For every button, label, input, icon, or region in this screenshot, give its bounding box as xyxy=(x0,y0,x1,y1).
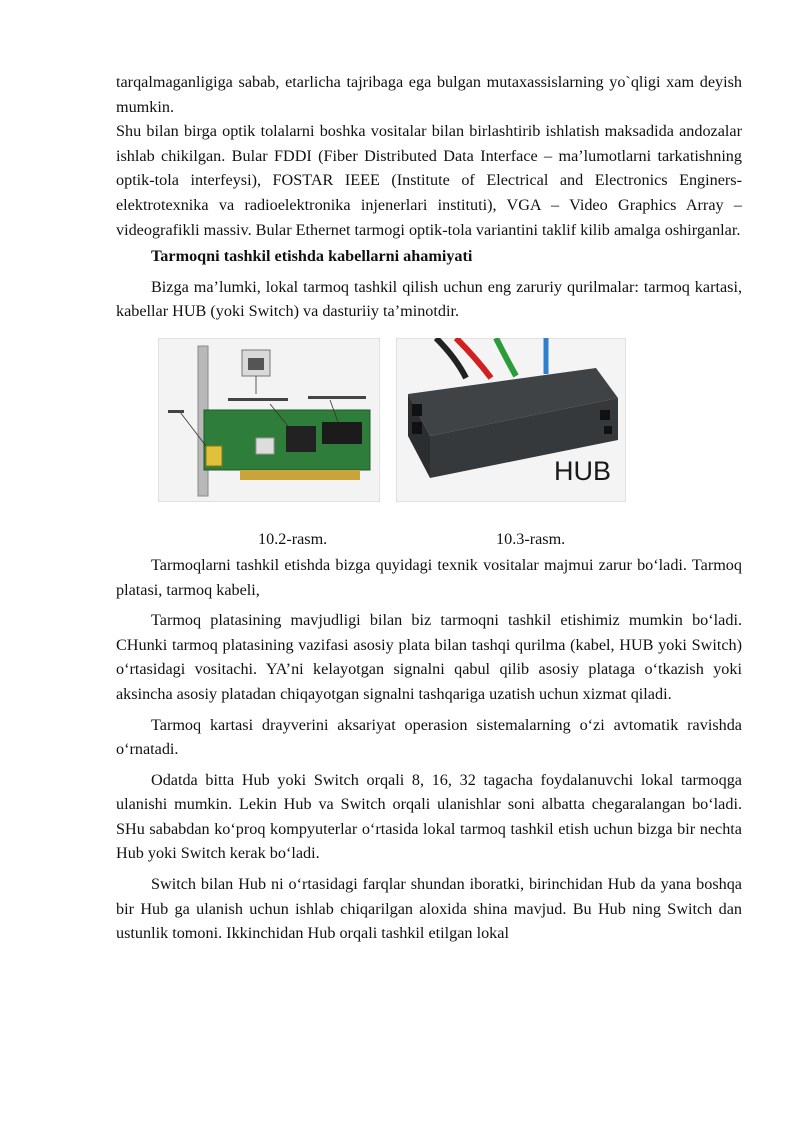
paragraph-tools: Tarmoqlarni tashkil etishda bizga quyidagi texnik vositalar majmui zarur bo‘ladi. Tarmoq platasi, tarmoq kabeli, xyxy=(116,555,742,599)
document-page xyxy=(116,70,742,946)
paragraph-hub-switch: Odatda bitta Hub yoki Switch orqali 8, 16, 32 tagacha foydalanuvchi lokal tarmoqga ulanishi mumkin. Lekin Hub va Switch orqali ulanishlar soni albatta chegaralangan bo‘ladi. SHu sababdan ko‘proq kompyuterlar o‘rtasida lokal tarmoq tashkil etish uchun bizga bir nechta Hub yoki Switch kerak bo‘ladi. xyxy=(116,770,742,863)
figures-row xyxy=(116,338,742,553)
paragraph-top-2: Shu bilan birga optik tolalarni boshka vositalar bilan birlashtirib ishlatish maksadida andozalar ishlab chikilgan. Bular FDDI (Fiber Distributed Data Interface – ma’lumotlarni tarkatishning optik-tola interfeysi), FOSTAR IEEE (Institute of Electrical and Electronics Enginers-elektrotexnika va radioelektronika injenerlari instituti), VGA – Video Graphics Array – videografikli massiv. Bular Ethernet tarmogi optik-tola variantini taklif kilib amalga oshirganlar. xyxy=(116,122,742,239)
hub-label: HUB xyxy=(554,455,612,486)
figure-caption-2: 10.3-rasm. xyxy=(496,529,566,548)
paragraph-network-card: Tarmoq platasining mavjudligi bilan biz tarmoqni tashkil etishimiz mumkin bo‘ladi. CHunki tarmoq platasining vazifasi asosiy plata bilan tashqi qurilma (kabel, HUB yoki Switch) o‘rtasidagi vositachi. YA’ni kelayotgan signalni qabul qilib asosiy plataga o‘tkazish yoki aksincha asosiy platadan chiqayotgan signalni tashqariga uzatish uchun xizmat qiladi. xyxy=(116,611,742,703)
paragraph-driver: Tarmoq kartasi drayverini aksariyat operasion sistemalarning o‘zi avtomatik ravishda o‘rnatadi. xyxy=(116,715,742,759)
figure-caption-1: 10.2-rasm. xyxy=(258,529,328,548)
paragraph-intro: Bizga ma’lumki, lokal tarmoq tashkil qilish uchun eng zaruriy qurilmalar: tarmoq kartasi, kabellar HUB (yoki Switch) va dasturiiy ta’minotdir. xyxy=(116,277,742,321)
network-card-image xyxy=(158,338,380,502)
paragraph-differences: Switch bilan Hub ni o‘rtasidagi farqlar shundan iboratki, birinchidan Hub da yana boshqa bir Hub ga ulanish uchun ishlab chiqarilgan aloxida shina mavjud. Bu Hub ning Switch dan ustunlik tomoni. Ikkinchidan Hub orqali tashkil etilgan lokal xyxy=(116,875,742,943)
paragraph-top-1: tarqalmaganligiga sabab, etarlicha tajribaga ega bulgan mutaxassislarning yo`qligi xam deyish mumkin. xyxy=(116,73,742,116)
section-heading: Tarmoqni tashkil etishda kabellarni ahamiyati xyxy=(151,247,473,266)
